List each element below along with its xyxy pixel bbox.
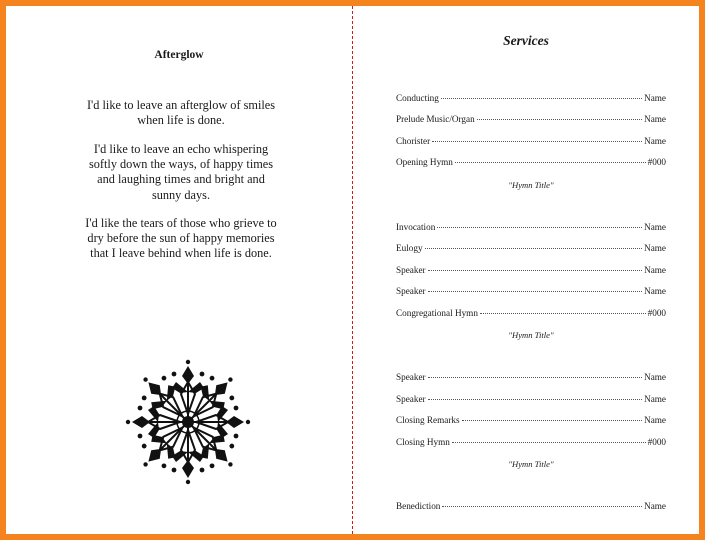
hymn-title: "Hymn Title" xyxy=(508,330,554,340)
dot-leader xyxy=(428,291,642,292)
row-value: Name xyxy=(644,501,666,511)
row-label: Speaker xyxy=(396,372,426,382)
row-label: Closing Hymn xyxy=(396,437,450,447)
row-label: Invocation xyxy=(396,222,436,232)
row-value: Name xyxy=(644,415,666,425)
dot-leader xyxy=(428,377,642,378)
row-value: #000 xyxy=(647,437,666,447)
dot-leader xyxy=(441,98,642,99)
row-label: Congregational Hymn xyxy=(396,308,478,318)
program-row xyxy=(396,243,666,257)
dot-leader xyxy=(477,119,642,120)
program-row xyxy=(396,415,666,429)
row-label: Closing Remarks xyxy=(396,415,460,425)
program-row xyxy=(396,437,666,451)
program-row xyxy=(396,501,666,515)
row-value: #000 xyxy=(647,157,666,167)
poem-line: sunny days. xyxy=(151,187,211,202)
row-label: Speaker xyxy=(396,265,426,275)
row-label: Chorister xyxy=(396,136,431,146)
program-row xyxy=(396,265,666,279)
poem-stanza-3 xyxy=(76,216,286,262)
row-value: Name xyxy=(644,114,666,124)
program-row xyxy=(396,136,666,150)
row-value: Name xyxy=(644,243,666,253)
dot-leader xyxy=(455,162,646,163)
dot-leader xyxy=(428,399,642,400)
poem-line: when life is done. xyxy=(137,113,225,128)
program-row xyxy=(396,286,666,300)
dot-leader xyxy=(462,420,643,421)
row-value: Name xyxy=(644,286,666,296)
poem-line: I'd like to leave an afterglow of smiles xyxy=(86,98,276,112)
row-value: Name xyxy=(644,265,666,275)
program-row xyxy=(396,372,666,386)
dot-leader xyxy=(428,270,642,271)
services-title: Services xyxy=(503,33,549,48)
row-value: Name xyxy=(644,372,666,382)
row-label: Benediction xyxy=(396,501,441,511)
row-value: #000 xyxy=(647,308,666,318)
poem-line: I'd like the tears of those who grieve to xyxy=(85,216,277,230)
row-label: Speaker xyxy=(396,286,426,296)
hymn-title: "Hymn Title" xyxy=(508,459,554,469)
program-row xyxy=(396,394,666,408)
poem-line: that I leave behind when life is done. xyxy=(90,246,272,261)
program-row xyxy=(396,93,666,107)
poem-title: Afterglow xyxy=(154,49,204,61)
dot-leader xyxy=(437,227,642,228)
snowflake-icon xyxy=(124,358,252,486)
poem-line: softly down the ways, of happy times xyxy=(88,157,274,172)
row-value: Name xyxy=(644,222,666,232)
right-page xyxy=(353,6,699,534)
program-row xyxy=(396,114,666,128)
poem-line: dry before the sun of happy memories xyxy=(87,231,275,246)
dot-leader xyxy=(442,506,642,507)
program-row xyxy=(396,222,666,236)
row-label: Speaker xyxy=(396,394,426,404)
row-label: Prelude Music/Organ xyxy=(396,114,475,124)
left-page xyxy=(6,6,352,534)
row-label: Opening Hymn xyxy=(396,157,453,167)
dot-leader xyxy=(425,248,643,249)
program-row xyxy=(396,157,666,171)
row-value: Name xyxy=(644,394,666,404)
program-row xyxy=(396,308,666,322)
poem-line: and laughing times and bright and xyxy=(97,172,265,187)
hymn-title: "Hymn Title" xyxy=(508,180,554,190)
row-value: Name xyxy=(644,93,666,103)
dot-leader xyxy=(452,442,646,443)
row-label: Eulogy xyxy=(396,243,423,253)
poem-stanza-2 xyxy=(76,142,286,203)
row-label: Conducting xyxy=(396,93,439,103)
dot-leader xyxy=(480,313,646,314)
row-value: Name xyxy=(644,136,666,146)
poem-stanza-1 xyxy=(76,98,286,128)
poem-line: I'd like to leave an echo whispering xyxy=(93,142,269,156)
dot-leader xyxy=(432,141,642,142)
